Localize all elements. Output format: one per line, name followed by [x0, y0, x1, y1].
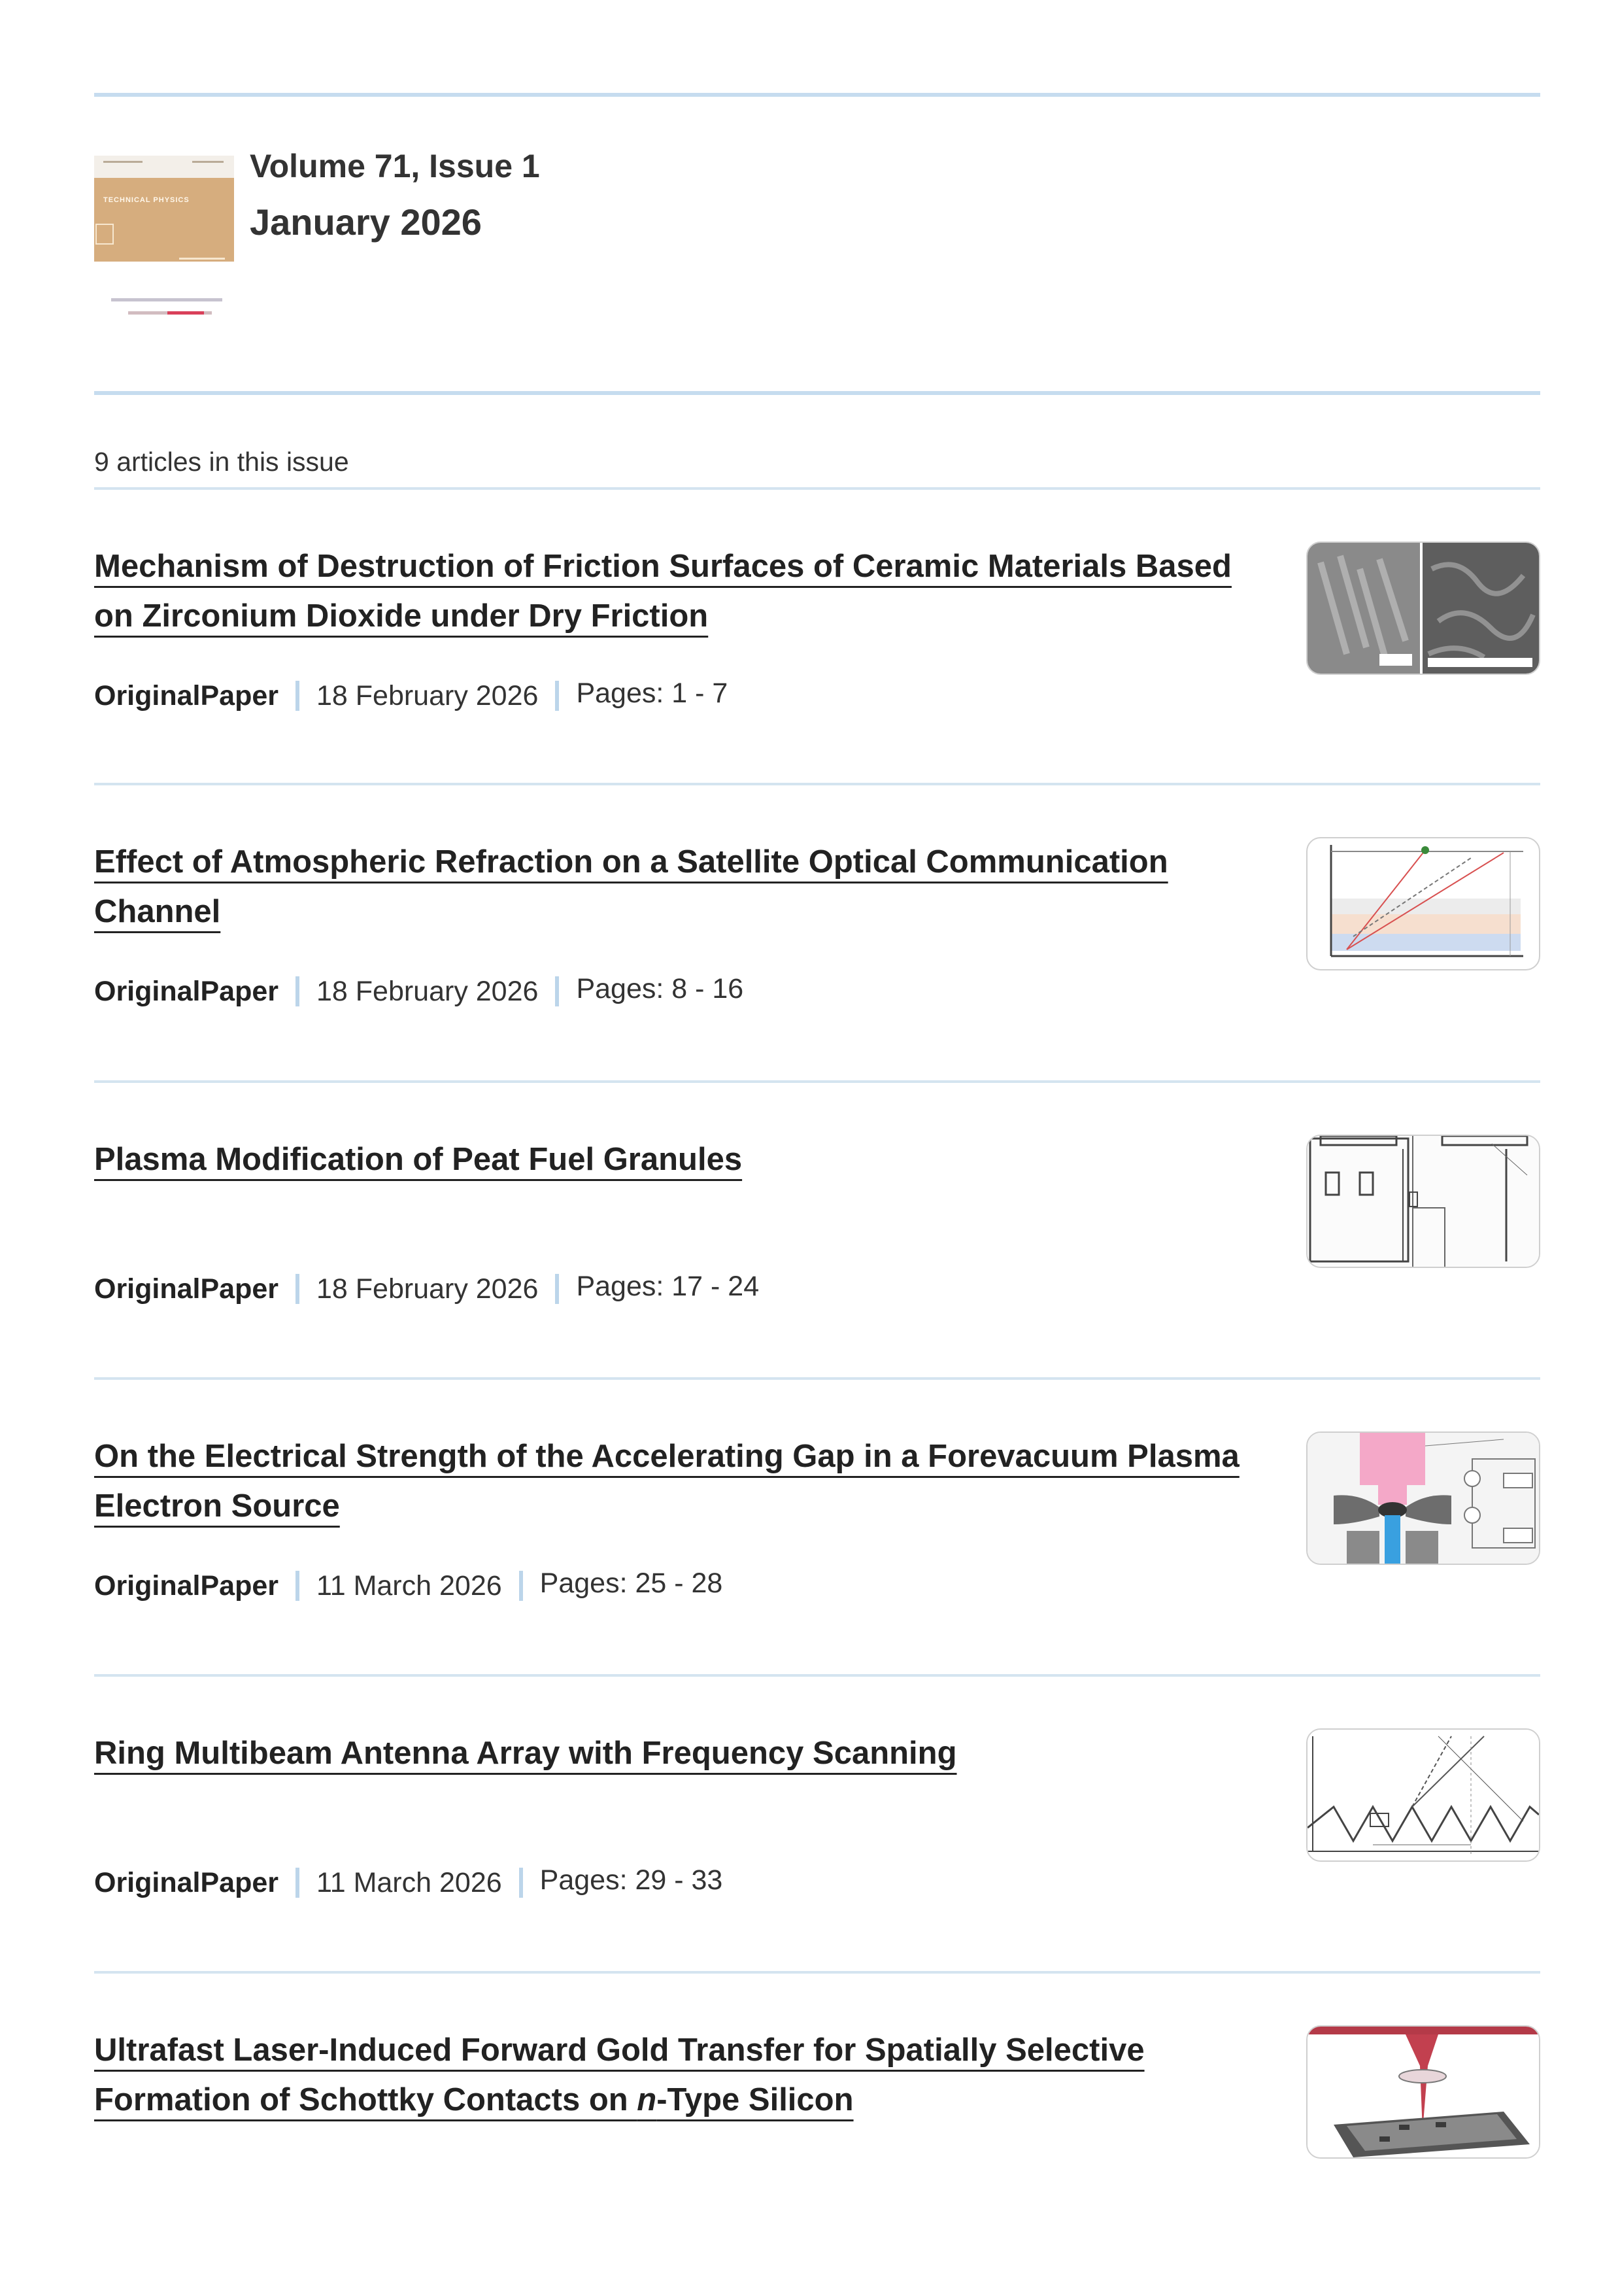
- article-pages: Pages: 8 - 16: [576, 973, 744, 1004]
- article-divider: [94, 1674, 1540, 1677]
- article-pages: Pages: 25 - 28: [539, 1568, 723, 1599]
- top-divider: [94, 93, 1540, 97]
- article-title-link[interactable]: On the Electrical Strength of the Accelerating Gap in a Forevacuum Plasma Electron Source: [94, 1439, 1240, 1524]
- article-title-link[interactable]: Effect of Atmospheric Refraction on a Satellite Optical Communication Channel: [94, 844, 1168, 929]
- article-divider: [94, 1080, 1540, 1083]
- article-count: 9 articles in this issue: [94, 447, 349, 477]
- issue-date: January 2026: [250, 201, 482, 243]
- refraction-diagram-thumbnail[interactable]: [1306, 837, 1540, 970]
- article-item: [94, 812, 1540, 1108]
- article-type: OriginalPaper: [94, 1570, 278, 1602]
- article-type: OriginalPaper: [94, 1867, 278, 1898]
- list-divider: [94, 487, 1540, 490]
- article-type: OriginalPaper: [94, 680, 278, 711]
- article-title-link[interactable]: Ring Multibeam Antenna Array with Frequency Scanning: [94, 1736, 957, 1771]
- article-date: 18 February 2026: [316, 1273, 539, 1305]
- article-pages: Pages: 29 - 33: [539, 1864, 723, 1896]
- journal-cover-image[interactable]: [94, 156, 234, 332]
- article-title-link[interactable]: Ultrafast Laser-Induced Forward Gold Transfer for Spatially Selective Formation of Schottky Contacts on n-Type Silicon: [94, 2032, 1145, 2117]
- article-date: 18 February 2026: [316, 680, 539, 711]
- apparatus-schematic-thumbnail[interactable]: [1306, 1135, 1540, 1268]
- article-title-link[interactable]: Plasma Modification of Peat Fuel Granules: [94, 1142, 743, 1177]
- article-item: [94, 1110, 1540, 1405]
- article-title-link[interactable]: Mechanism of Destruction of Friction Surfaces of Ceramic Materials Based on Zirconium Dioxide under Dry Friction: [94, 549, 1232, 634]
- article-divider: [94, 1971, 1540, 1974]
- article-pages: Pages: 1 - 7: [576, 677, 728, 709]
- laser-transfer-thumbnail[interactable]: [1306, 2025, 1540, 2159]
- article-item: [94, 517, 1540, 812]
- article-item: [94, 2000, 1540, 2296]
- article-type: OriginalPaper: [94, 976, 278, 1007]
- article-item: [94, 1407, 1540, 1702]
- micrograph-thumbnail[interactable]: [1306, 541, 1540, 675]
- cover-title: TECHNICAL PHYSICS: [103, 196, 190, 204]
- header-divider: [94, 391, 1540, 395]
- article-divider: [94, 783, 1540, 785]
- article-date: 11 March 2026: [316, 1867, 502, 1898]
- electron-source-diagram-thumbnail[interactable]: [1306, 1431, 1540, 1565]
- article-date: 11 March 2026: [316, 1570, 502, 1602]
- article-type: OriginalPaper: [94, 1273, 278, 1305]
- issue-volume: Volume 71, Issue 1: [250, 148, 540, 184]
- antenna-geometry-thumbnail[interactable]: [1306, 1728, 1540, 1862]
- article-item: [94, 1704, 1540, 1999]
- article-date: 18 February 2026: [316, 976, 539, 1007]
- article-pages: Pages: 17 - 24: [576, 1271, 760, 1302]
- article-divider: [94, 1377, 1540, 1380]
